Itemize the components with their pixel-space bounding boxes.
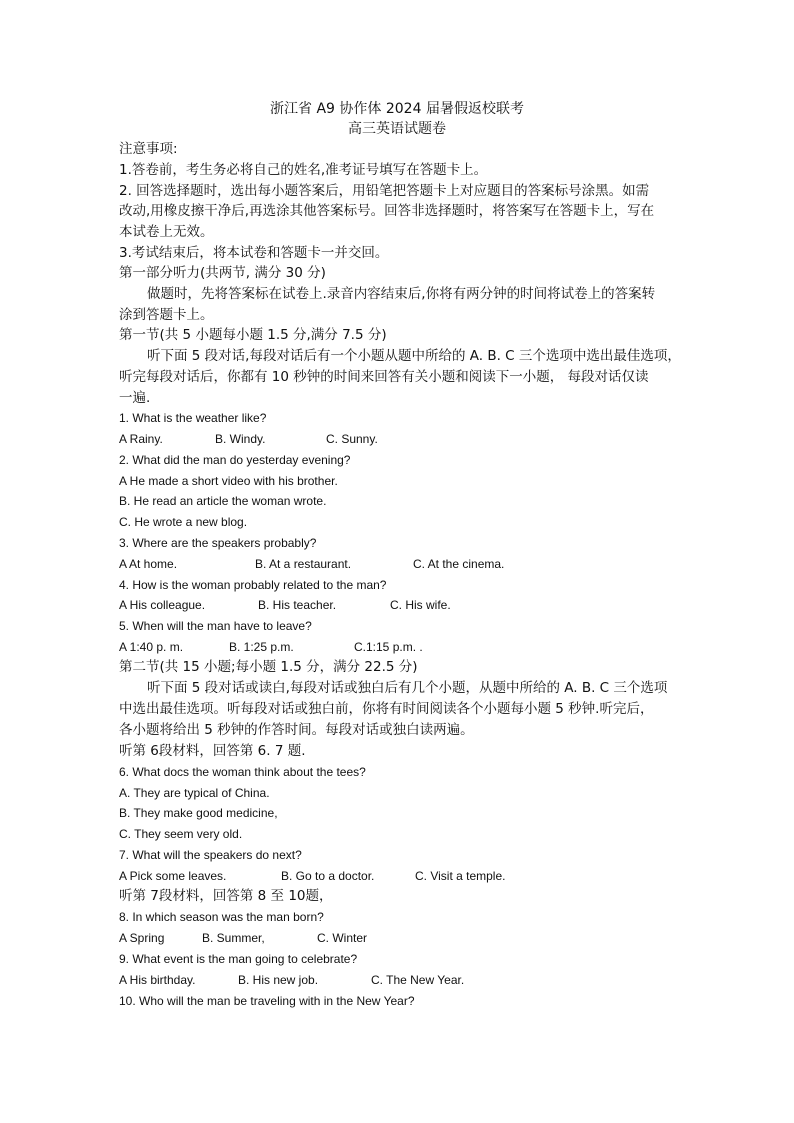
q7-option-a: A Pick some leaves. — [119, 869, 227, 883]
question-5: 5. When will the man have to leave? — [119, 619, 312, 633]
q3-option-a: A At home. — [119, 557, 178, 571]
q1-option-a: A Rainy. — [119, 432, 163, 446]
exam-title: 浙江省 A9 协作体 2024 届暑假返校联考 — [270, 101, 524, 117]
question-2: 2. What did the man do yesterday evening? — [119, 453, 351, 467]
question-1: 1. What is the weather like? — [119, 411, 267, 425]
question-4: 4. How is the woman probably related to the man? — [119, 578, 387, 592]
material-7-instruction: 听第 7段材料，回答第 8 至 10题， — [119, 888, 333, 904]
part1-heading: 第一部分听力(共两节, 满分 30 分) — [119, 265, 326, 281]
question-7: 7. What will the speakers do next? — [119, 848, 302, 862]
q1-option-c: C. Sunny. — [326, 432, 378, 446]
q6-option-c: C. They seem very old. — [119, 827, 243, 841]
question-8: 8. In which season was the man born? — [119, 910, 324, 924]
q3-option-b: B. At a restaurant. — [255, 557, 352, 571]
question-3: 3. Where are the speakers probably? — [119, 536, 317, 550]
q2-option-b: B. He read an article the woman wrote. — [119, 494, 327, 508]
section1-intro-line-3: 一遍. — [119, 390, 151, 406]
note-1: 1.答卷前，考生务必将自己的姓名,准考证号填写在答题卡上。 — [119, 162, 488, 178]
q4-option-b: B. His teacher. — [258, 598, 337, 612]
q2-option-c: C. He wrote a new blog. — [119, 515, 248, 529]
section2-heading: 第二节(共 15 小题;每小题 1.5 分，满分 22.5 分) — [119, 659, 418, 675]
exam-subtitle: 高三英语试题卷 — [348, 121, 446, 137]
material-6-instruction: 听第 6段材料，回答第 6. 7 题. — [119, 743, 306, 759]
q9-option-a: A His birthday. — [119, 973, 196, 987]
q1-option-b: B. Windy. — [215, 432, 266, 446]
q8-option-a: A Spring — [119, 931, 165, 945]
q8-option-c: C. Winter — [317, 931, 368, 945]
q7-option-c: C. Visit a temple. — [415, 869, 506, 883]
q5-option-a: A 1:40 p. m. — [119, 640, 184, 654]
q2-option-a: A He made a short video with his brother. — [119, 474, 338, 488]
note-2-line-3: 本试卷上无效。 — [119, 224, 214, 240]
q3-option-c: C. At the cinema. — [413, 557, 505, 571]
q5-option-c: C.1:15 p.m. . — [354, 640, 423, 654]
q6-option-a: A. They are typical of China. — [119, 786, 270, 800]
section2-intro-line-3: 各小题将给出 5 秒钟的作答时间。每段对话或独白读两遍。 — [119, 722, 474, 738]
note-2-line-2: 改动,用橡皮擦干净后,再选涂其他答案标号。回答非选择题时，将答案写在答题卡上，写在 — [119, 203, 655, 219]
q5-option-b: B. 1:25 p.m. — [229, 640, 294, 654]
q4-option-a: A His colleague. — [119, 598, 206, 612]
part1-intro-line-2: 涂到答题卡上。 — [119, 307, 214, 323]
q4-option-c: C. His wife. — [390, 598, 451, 612]
section1-heading: 第一节(共 5 小题每小题 1.5 分,满分 7.5 分) — [119, 327, 387, 343]
section1-intro-line-1: 听下面 5 段对话,每段对话后有一个小题从题中所给的 A. B. C 三个选项中选出最佳选项， — [147, 348, 681, 364]
note-2-line-1: 2. 回答选择题时，选出每小题答案后，用铅笔把答题卡上对应题目的答案标号涂黑。如需 — [119, 183, 650, 199]
notes-heading: 注意事项: — [119, 141, 178, 157]
q9-option-b: B. His new job. — [238, 973, 319, 987]
q6-option-b: B. They make good medicine, — [119, 806, 278, 820]
section2-intro-line-1: 听下面 5 段对话或读白,每段对话或独白后有几个小题，从题中所给的 A. B. C 三个选项 — [147, 680, 668, 696]
question-9: 9. What event is the man going to celebrate? — [119, 952, 358, 966]
note-3: 3.考试结束后，将本试卷和答题卡一并交回。 — [119, 245, 389, 261]
part1-intro-line-1: 做题时，先将答案标在试卷上.录音内容结束后,你将有两分钟的时间将试卷上的答案转 — [147, 286, 656, 302]
section2-intro-line-2: 中选出最佳选项。听每段对话或独白前，你将有时间阅读各个小题每小题 5 秒钟.听完后， — [119, 701, 654, 717]
q9-option-c: C. The New Year. — [371, 973, 465, 987]
section1-intro-line-2: 听完每段对话后，你都有 10 秒钟的时间来回答有关小题和阅读下一小题， 每段对话仅读 — [119, 369, 649, 385]
q8-option-b: B. Summer, — [202, 931, 265, 945]
q7-option-b: B. Go to a doctor. — [281, 869, 375, 883]
question-10: 10. Who will the man be traveling with in the New Year? — [119, 994, 415, 1008]
question-6: 6. What docs the woman think about the tees? — [119, 765, 366, 779]
